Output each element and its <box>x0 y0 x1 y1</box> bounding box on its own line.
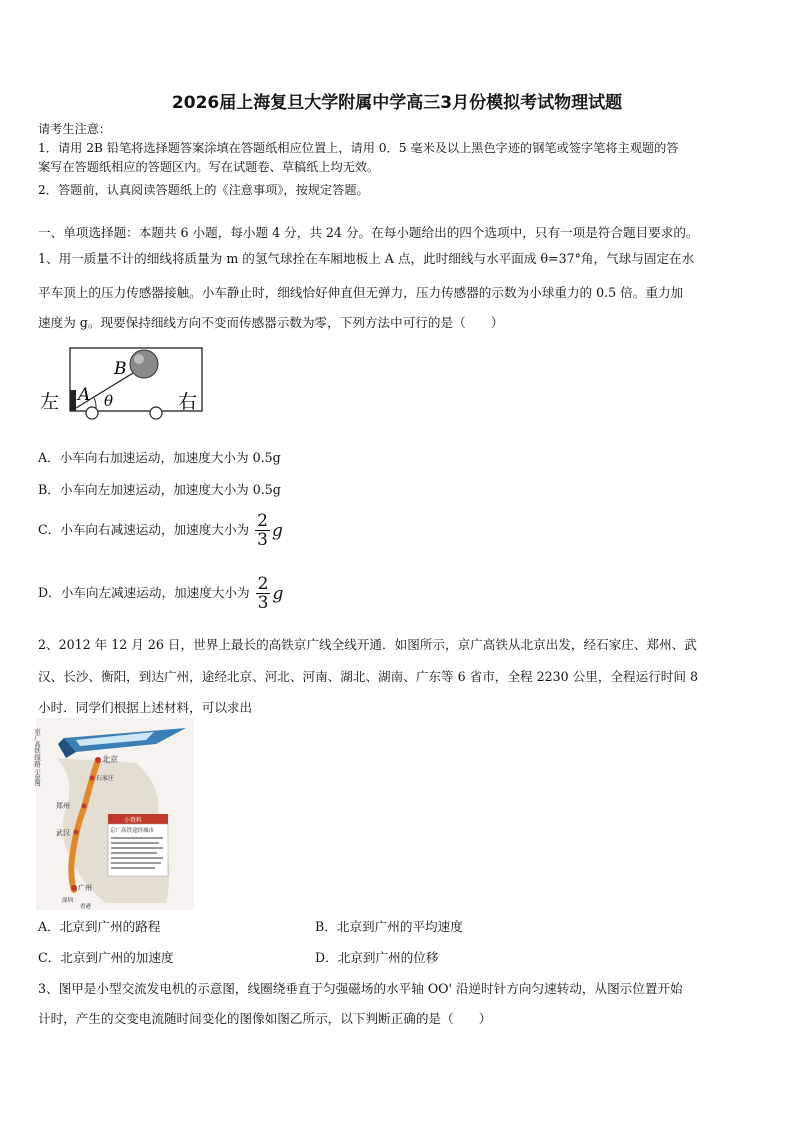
fraction-numerator: 2 <box>257 574 269 594</box>
q1-option-c <box>38 512 283 549</box>
page-title: 2026届上海复旦大学附属中学高三3月份模拟考试物理试题 <box>171 93 623 113</box>
fraction-denominator: 3 <box>257 593 269 613</box>
label-left: 左 <box>40 391 60 413</box>
notice-heading: 请考生注意： <box>38 122 112 136</box>
info-box-tag-text: 小资料 <box>124 817 143 824</box>
anchor-block <box>70 390 76 411</box>
info-box-title: 京广高铁途经城市 <box>110 828 155 834</box>
q1-option-d-text: D．小车向左减速运动，加速度大小为 <box>38 585 250 600</box>
q1-option-b: B．小车向左加速运动，加速度大小为 0.5g <box>38 482 281 497</box>
balloon <box>130 350 158 378</box>
city-hongkong: 香港 <box>80 904 92 910</box>
question-2-line-2: 汉、长沙、衡阳，到达广州，途经北京、河北、河南、湖北、湖南、广东等 6 省市，全程 2230 公里，全程运行时间 8 <box>38 669 698 684</box>
q1-option-c-text: C．小车向右减速运动，加速度大小为 <box>38 522 250 537</box>
railway-map-figure <box>33 718 194 910</box>
label-theta: θ <box>104 392 114 410</box>
station-wuhan <box>74 830 79 835</box>
q2-option-d: D．北京到广州的位移 <box>315 950 439 965</box>
fraction-denominator: 3 <box>257 530 268 550</box>
label-a: A <box>78 385 91 405</box>
question-3-line-1: 3、图甲是小型交流发电机的示意图，线圈绕垂直于匀强磁场的水平轴 OO' 沿逆时针方向匀速转动，从图示位置开始 <box>38 981 683 996</box>
label-b: B <box>114 359 127 379</box>
q2-option-a: A．北京到广州的路程 <box>38 919 161 934</box>
notice-item-1-line-1: 1．请用 2B 铅笔将选择题答案涂填在答题纸相应位置上，请用 0．5 毫米及以上黑色字迹的钢笔或签字笔将主观题的答 <box>38 141 679 155</box>
q1-option-a: A．小车向右加速运动，加速度大小为 0.5g <box>38 450 281 465</box>
wheel-right <box>150 407 162 419</box>
question-1-line-2: 平车顶上的压力传感器接触。小车静止时，细线恰好伸直但无弹力，压力传感器的示数为小球重力的 0.5 倍。重力加 <box>38 285 684 300</box>
gravity-symbol: g <box>272 583 284 604</box>
q1-option-d <box>38 575 283 612</box>
question-3-line-2: 计时，产生的交变电流随时间变化的图像如图乙所示，以下判断正确的是（ ） <box>38 1011 492 1026</box>
city-beijing: 北京 <box>102 755 118 764</box>
section-heading: 一、单项选择题：本题共 6 小题，每小题 4 分，共 24 分。在每小题给出的四个选项中，只有一项是符合题目要求的。 <box>38 225 699 240</box>
station-shijiazhuang <box>90 776 95 781</box>
question-1-line-1: 1、用一质量不计的细线将质量为 m 的氢气球拴在车厢地板上 A 点，此时细线与水平面成 θ=37°角，气球与固定在水 <box>38 251 695 266</box>
station-zhengzhou <box>82 804 87 809</box>
city-zhengzhou: 郑州 <box>56 802 70 810</box>
fraction-numerator: 2 <box>257 511 268 531</box>
station-beijing <box>95 757 101 763</box>
notice-item-1-line-2: 案写在答题纸相应的答题区内。写在试题卷、草稿纸上均无效。 <box>38 160 380 174</box>
city-guangzhou: 广州 <box>78 884 92 892</box>
wheel-left <box>86 407 98 419</box>
question-1-line-3: 速度为 g。现要保持细线方向不变而传感器示数为零，下列方法中可行的是（ ） <box>38 315 504 330</box>
cart-balloon-figure <box>38 340 208 420</box>
theta-arc <box>94 398 96 408</box>
fraction <box>255 512 270 549</box>
city-shenzhen: 深圳 <box>62 898 74 904</box>
station-guangzhou <box>71 885 77 891</box>
gravity-symbol: g <box>271 520 283 541</box>
notice-item-2: 2．答题前，认真阅读答题纸上的《注意事项》，按规定答题。 <box>38 183 369 197</box>
label-right: 右 <box>178 391 198 413</box>
city-shijiazhuang: 石家庄 <box>96 775 115 782</box>
city-wuhan: 武汉 <box>56 829 70 837</box>
balloon-highlight <box>134 354 144 364</box>
q2-option-c: C．北京到广州的加速度 <box>38 950 174 965</box>
map-side-title: 京广高铁线路示意图 <box>33 728 41 787</box>
question-2-line-1: 2、2012 年 12 月 26 日，世界上最长的高铁京广线全线开通．如图所示，京广高铁从北京出发，经石家庄、郑州、武 <box>38 637 697 652</box>
q2-option-b: B．北京到广州的平均速度 <box>315 919 463 934</box>
question-2-line-3: 小时．同学们根据上述材料，可以求出 <box>38 700 253 715</box>
fraction <box>256 575 271 612</box>
